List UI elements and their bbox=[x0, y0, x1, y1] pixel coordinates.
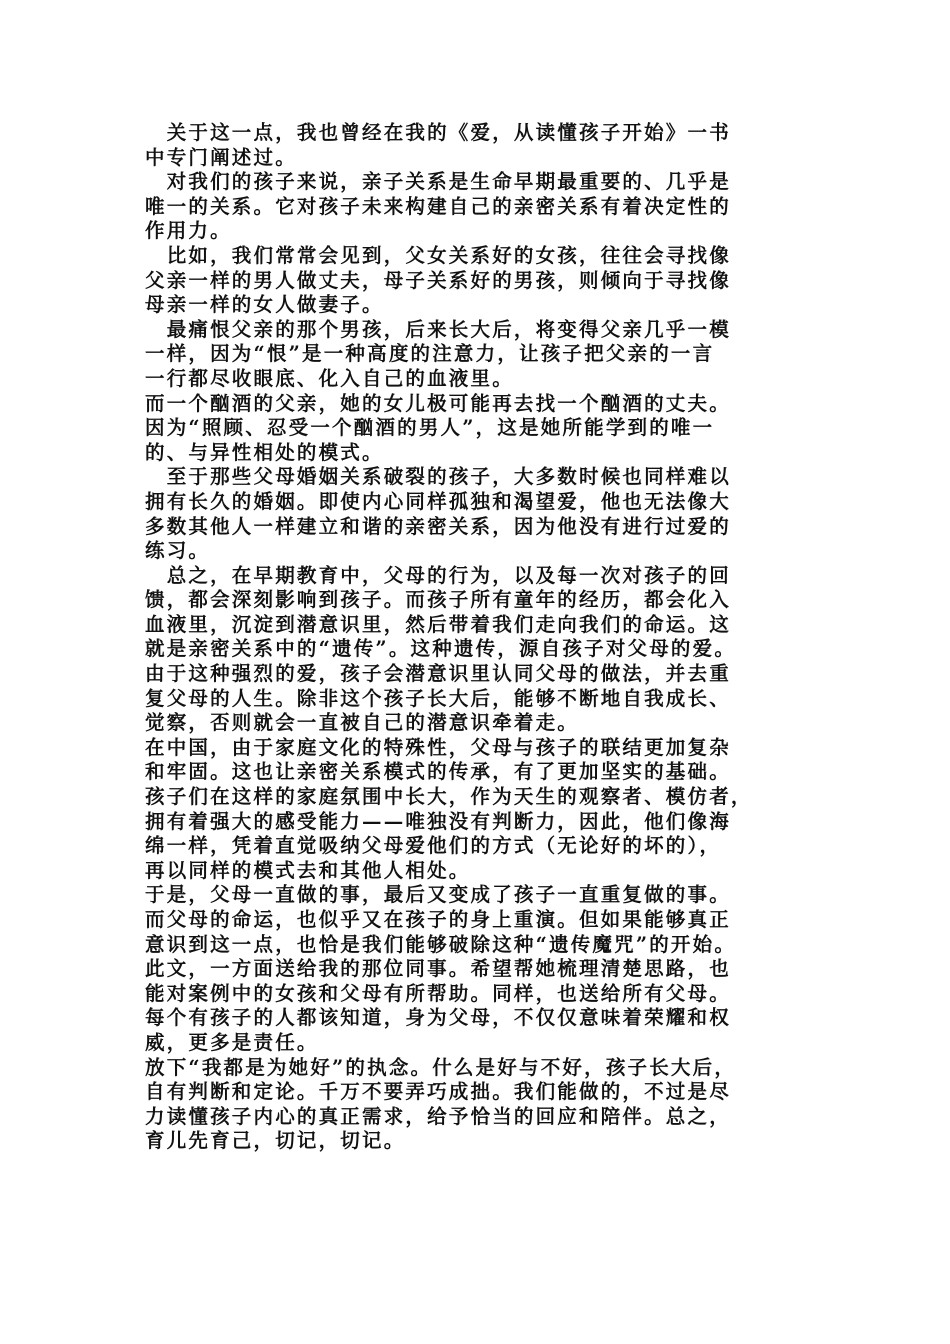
text-line: 最痛恨父亲的那个男孩，后来长大后，将变得父亲几乎一模 bbox=[145, 317, 731, 341]
text-line: 拥有着强大的感受能力——唯独没有判断力，因此，他们像海 bbox=[145, 809, 731, 833]
text-line: 练习。 bbox=[145, 539, 211, 563]
text-line: 总之，在早期教育中，父母的行为，以及每一次对孩子的回 bbox=[145, 563, 731, 587]
text-line: 父亲一样的男人做丈夫，母子关系好的男孩，则倾向于寻找像 bbox=[145, 268, 731, 292]
text-line: 对我们的孩子来说，亲子关系是生命早期最重要的、几乎是 bbox=[145, 170, 731, 194]
text-line: 的、与异性相处的模式。 bbox=[145, 440, 384, 464]
text-line: 多数其他人一样建立和谐的亲密关系，因为他没有进行过爱的 bbox=[145, 514, 731, 538]
text-line: 绵一样，凭着直觉吸纳父母爱他们的方式（无论好的坏的）， bbox=[145, 834, 722, 858]
text-line: 觉察，否则就会一直被自己的潜意识牵着走。 bbox=[145, 711, 580, 735]
text-line: 比如，我们常常会见到，父女关系好的女孩，往往会寻找像 bbox=[145, 243, 731, 267]
text-line: 一行都尽收眼底、化入自己的血液里。 bbox=[145, 366, 514, 390]
text-line: 血液里，沉淀到潜意识里，然后带着我们走向我们的命运。这 bbox=[145, 612, 731, 636]
text-line: 中专门阐述过。 bbox=[145, 145, 297, 169]
text-line: 唯一的关系。它对孩子未来构建自己的亲密关系有着决定性的 bbox=[145, 194, 731, 218]
text-line: 意识到这一点，也恰是我们能够破除这种“遗传魔咒”的开始。 bbox=[145, 932, 737, 956]
text-line: 自有判断和定论。千万不要弄巧成拙。我们能做的，不过是尽 bbox=[145, 1080, 731, 1104]
text-line: 而父母的命运，也似乎又在孩子的身上重演。但如果能够真正 bbox=[145, 908, 731, 931]
text-line: 再以同样的模式去和其他人相处。 bbox=[145, 858, 471, 882]
text-line: 复父母的人生。除非这个孩子长大后，能够不断地自我成长、 bbox=[145, 686, 731, 710]
text-line: 和牢固。这也让亲密关系模式的传承，有了更加坚实的基础。 bbox=[145, 760, 731, 784]
text-line: 关于这一点，我也曾经在我的《爱，从读懂孩子开始》一书 bbox=[145, 121, 731, 144]
text-line: 拥有长久的婚姻。即使内心同样孤独和渴望爱，他也无法像大 bbox=[145, 489, 731, 513]
text-line: 就是亲密关系中的“遗传”。这种遗传，源自孩子对父母的爱。 bbox=[145, 637, 737, 661]
text-line: 至于那些父母婚姻关系破裂的孩子，大多数时候也同样难以 bbox=[145, 465, 731, 489]
text-line: 威，更多是责任。 bbox=[145, 1030, 319, 1054]
text-line: 孩子们在这样的家庭氛围中长大，作为天生的观察者、模仿者， bbox=[145, 785, 753, 809]
text-line: 一样，因为“恨”是一种高度的注意力，让孩子把父亲的一言 bbox=[145, 342, 715, 366]
text-line: 每个有孩子的人都该知道，身为父母，不仅仅意味着荣耀和权 bbox=[145, 1006, 731, 1030]
text-line: 作用力。 bbox=[145, 219, 232, 243]
text-line: 而一个酗酒的父亲，她的女儿极可能再去找一个酗酒的丈夫。 bbox=[145, 391, 731, 415]
text-line: 因为“照顾、忍受一个酗酒的男人”，这是她所能学到的唯一 bbox=[145, 416, 715, 440]
text-line: 母亲一样的女人做妻子。 bbox=[145, 293, 384, 317]
text-line: 能对案例中的女孩和父母有所帮助。同样，也送给所有父母。 bbox=[145, 981, 731, 1005]
text-line: 此文，一方面送给我的那位同事。希望帮她梳理清楚思路，也 bbox=[145, 957, 731, 981]
text-line: 由于这种强烈的爱，孩子会潜意识里认同父母的做法，并去重 bbox=[145, 662, 731, 686]
text-line: 育儿先育己，切记，切记。 bbox=[145, 1129, 406, 1153]
text-line: 力读懂孩子内心的真正需求，给予恰当的回应和陪伴。总之， bbox=[145, 1104, 731, 1128]
text-line: 在中国，由于家庭文化的特殊性，父母与孩子的联结更加复杂 bbox=[145, 735, 731, 759]
text-line: 馈，都会深刻影响到孩子。而孩子所有童年的经历，都会化入 bbox=[145, 588, 731, 612]
text-line: 放下“我都是为她好”的执念。什么是好与不好，孩子长大后， bbox=[145, 1055, 737, 1079]
text-line: 于是，父母一直做的事，最后又变成了孩子一直重复做的事。 bbox=[145, 883, 731, 907]
body-text bbox=[145, 121, 817, 1154]
